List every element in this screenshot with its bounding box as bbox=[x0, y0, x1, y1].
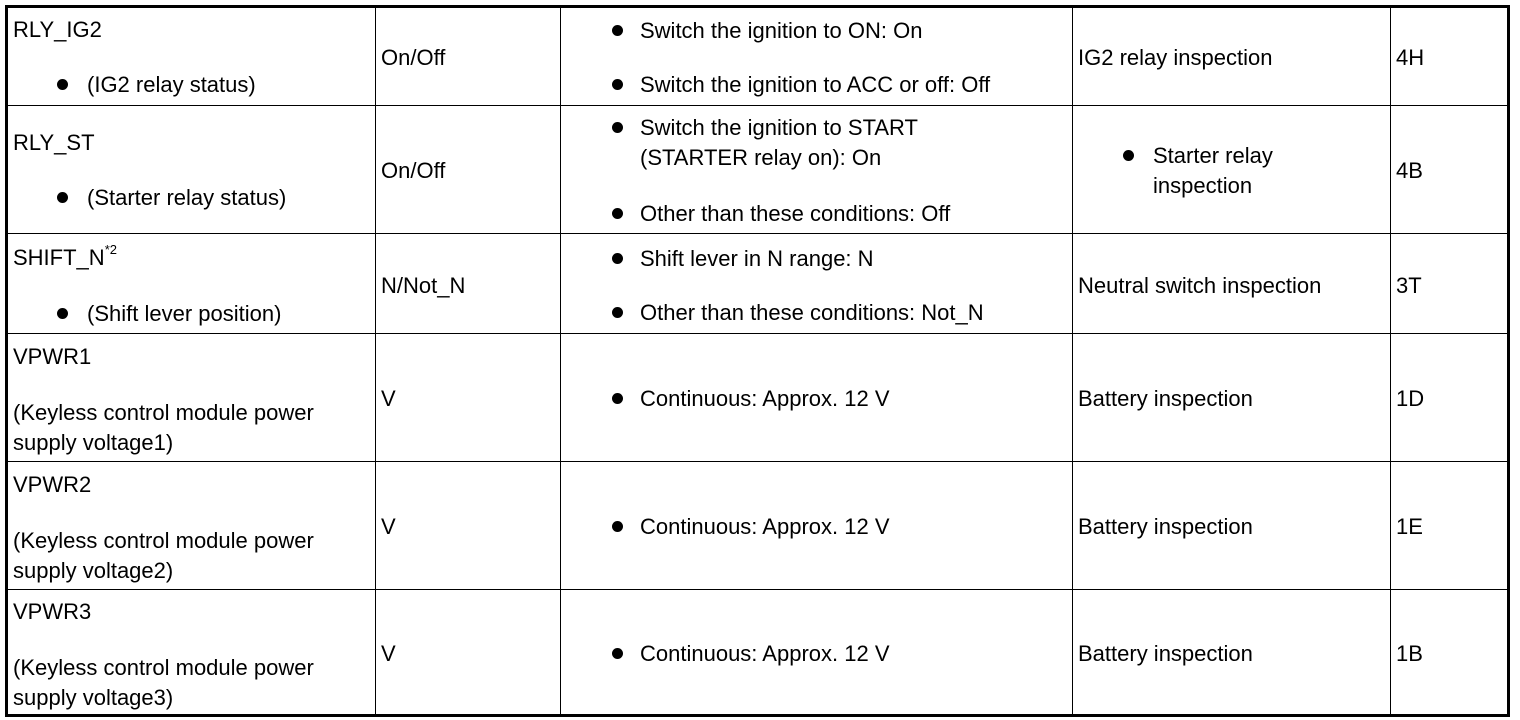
action-cell bbox=[1073, 234, 1391, 333]
unit-value: N/Not_N bbox=[381, 273, 466, 298]
unit-value: V bbox=[381, 514, 396, 539]
item-description: (Keyless control module power bbox=[13, 528, 314, 553]
bullet-icon bbox=[57, 79, 68, 90]
condition-text: (STARTER relay on): On bbox=[640, 145, 882, 170]
item-cell bbox=[8, 106, 376, 233]
item-name-text: SHIFT_N bbox=[13, 245, 105, 270]
terminal-value: 1E bbox=[1396, 514, 1423, 539]
item-description: supply voltage2) bbox=[13, 558, 174, 583]
condition-text: Shift lever in N range: N bbox=[640, 246, 874, 271]
bullet-icon bbox=[612, 648, 623, 659]
action-text: Battery inspection bbox=[1078, 641, 1253, 666]
terminal-cell bbox=[1391, 234, 1507, 333]
bullet-icon bbox=[612, 521, 623, 532]
item-name: RLY_IG2 bbox=[13, 17, 102, 42]
item-description: (Starter relay status) bbox=[87, 185, 287, 210]
unit-value: On/Off bbox=[381, 45, 446, 70]
table-row bbox=[8, 334, 1507, 462]
condition-text: Switch the ignition to ACC or off: Off bbox=[640, 72, 991, 97]
unit-cell bbox=[376, 8, 561, 105]
action-cell bbox=[1073, 590, 1391, 714]
condition-cell bbox=[561, 590, 1073, 714]
bullet-icon bbox=[57, 308, 68, 319]
action-cell bbox=[1073, 106, 1391, 233]
action-cell bbox=[1073, 334, 1391, 461]
item-cell bbox=[8, 334, 376, 461]
terminal-cell bbox=[1391, 462, 1507, 589]
terminal-value: 1D bbox=[1396, 386, 1425, 411]
condition-text: Continuous: Approx. 12 V bbox=[640, 641, 890, 666]
action-text: IG2 relay inspection bbox=[1078, 45, 1273, 70]
terminal-cell bbox=[1391, 8, 1507, 105]
condition-text: Continuous: Approx. 12 V bbox=[640, 386, 890, 411]
item-name bbox=[13, 243, 117, 273]
table-row bbox=[8, 106, 1507, 234]
item-cell bbox=[8, 234, 376, 333]
condition-text: Continuous: Approx. 12 V bbox=[640, 514, 890, 539]
item-name: VPWR1 bbox=[13, 344, 92, 369]
unit-value: On/Off bbox=[381, 158, 446, 183]
action-text: Battery inspection bbox=[1078, 386, 1253, 411]
bullet-icon bbox=[612, 122, 623, 133]
condition-text: Switch the ignition to ON: On bbox=[640, 18, 923, 43]
terminal-value: 4B bbox=[1396, 158, 1423, 183]
unit-cell bbox=[376, 106, 561, 233]
condition-cell bbox=[561, 462, 1073, 589]
bullet-icon bbox=[612, 79, 623, 90]
bullet-icon bbox=[612, 253, 623, 264]
action-cell bbox=[1073, 462, 1391, 589]
action-text: Starter relay bbox=[1153, 143, 1273, 168]
item-description: (Shift lever position) bbox=[87, 301, 282, 326]
condition-cell bbox=[561, 106, 1073, 233]
item-description: (IG2 relay status) bbox=[87, 72, 256, 97]
action-text: inspection bbox=[1153, 173, 1253, 198]
bullet-icon bbox=[1123, 150, 1134, 161]
bullet-icon bbox=[612, 25, 623, 36]
item-description: supply voltage3) bbox=[13, 685, 174, 710]
table-row bbox=[8, 8, 1507, 106]
unit-cell bbox=[376, 334, 561, 461]
item-name: VPWR2 bbox=[13, 472, 92, 497]
item-description: (Keyless control module power bbox=[13, 655, 314, 680]
condition-text: Switch the ignition to START bbox=[640, 115, 918, 140]
unit-cell bbox=[376, 462, 561, 589]
terminal-value: 3T bbox=[1396, 273, 1422, 298]
terminal-cell bbox=[1391, 590, 1507, 714]
bullet-icon bbox=[612, 307, 623, 318]
condition-text: Other than these conditions: Not_N bbox=[640, 300, 984, 325]
action-cell bbox=[1073, 8, 1391, 105]
item-name: VPWR3 bbox=[13, 599, 92, 624]
condition-cell bbox=[561, 334, 1073, 461]
unit-value: V bbox=[381, 641, 396, 666]
terminal-value: 4H bbox=[1396, 45, 1425, 70]
footnote-marker: *2 bbox=[104, 241, 117, 257]
table-row bbox=[8, 234, 1507, 334]
item-cell bbox=[8, 462, 376, 589]
table-row bbox=[8, 590, 1507, 714]
action-text: Neutral switch inspection bbox=[1078, 273, 1322, 298]
item-name: RLY_ST bbox=[13, 130, 95, 155]
condition-text: Other than these conditions: Off bbox=[640, 201, 951, 226]
item-cell bbox=[8, 8, 376, 105]
condition-cell bbox=[561, 8, 1073, 105]
terminal-cell bbox=[1391, 334, 1507, 461]
unit-cell bbox=[376, 590, 561, 714]
terminal-cell bbox=[1391, 106, 1507, 233]
monitor-item-table bbox=[5, 5, 1510, 717]
bullet-icon bbox=[612, 208, 623, 219]
terminal-value: 1B bbox=[1396, 641, 1423, 666]
bullet-icon bbox=[57, 192, 68, 203]
item-description: supply voltage1) bbox=[13, 430, 174, 455]
unit-value: V bbox=[381, 386, 396, 411]
table-row bbox=[8, 462, 1507, 590]
item-description: (Keyless control module power bbox=[13, 400, 314, 425]
action-text: Battery inspection bbox=[1078, 514, 1253, 539]
unit-cell bbox=[376, 234, 561, 333]
condition-cell bbox=[561, 234, 1073, 333]
item-cell bbox=[8, 590, 376, 714]
bullet-icon bbox=[612, 393, 623, 404]
